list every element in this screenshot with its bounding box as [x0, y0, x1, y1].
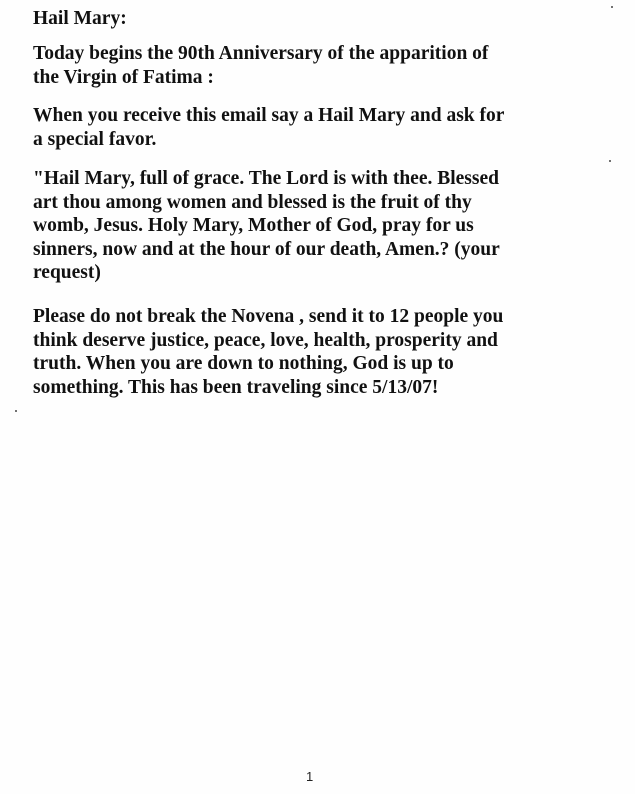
paragraph-line: sinners, now and at the hour of our death, Amen.? (your: [33, 238, 500, 260]
paragraph-prayer: [33, 167, 613, 285]
paragraph-line: Today begins the 90th Anniversary of the apparition of: [33, 43, 489, 64]
paragraph-instruction: [33, 104, 613, 151]
paragraph-line: something. This has been traveling since 5/13/07!: [33, 376, 439, 398]
paragraph-line: the Virgin of Fatima :: [33, 66, 214, 88]
scan-speck: [15, 410, 17, 412]
paragraph-line: request): [33, 262, 101, 283]
paragraph-anniversary: [33, 42, 613, 89]
paragraph-line: think deserve justice, peace, love, health, prosperity and: [33, 329, 498, 351]
page-number: 1: [306, 769, 314, 784]
heading-text: Hail Mary:: [33, 8, 127, 29]
paragraph-line: "Hail Mary, full of grace. The Lord is with thee. Blessed: [33, 168, 499, 189]
paragraph-novena: [33, 305, 613, 399]
paragraph-line: When you receive this email say a Hail Mary and ask for: [33, 105, 505, 126]
paragraph-line: truth. When you are down to nothing, God is up to: [33, 353, 454, 374]
paragraph-line: Please do not break the Novena , send it to 12 people you: [33, 306, 504, 327]
scan-speck: [611, 6, 613, 8]
paragraph-line: a special favor.: [33, 128, 157, 150]
scan-speck: [609, 160, 611, 162]
document-heading: [33, 7, 613, 31]
paragraph-line: womb, Jesus. Holy Mary, Mother of God, pray for us: [33, 215, 474, 236]
paragraph-line: art thou among women and blessed is the fruit of thy: [33, 191, 472, 213]
